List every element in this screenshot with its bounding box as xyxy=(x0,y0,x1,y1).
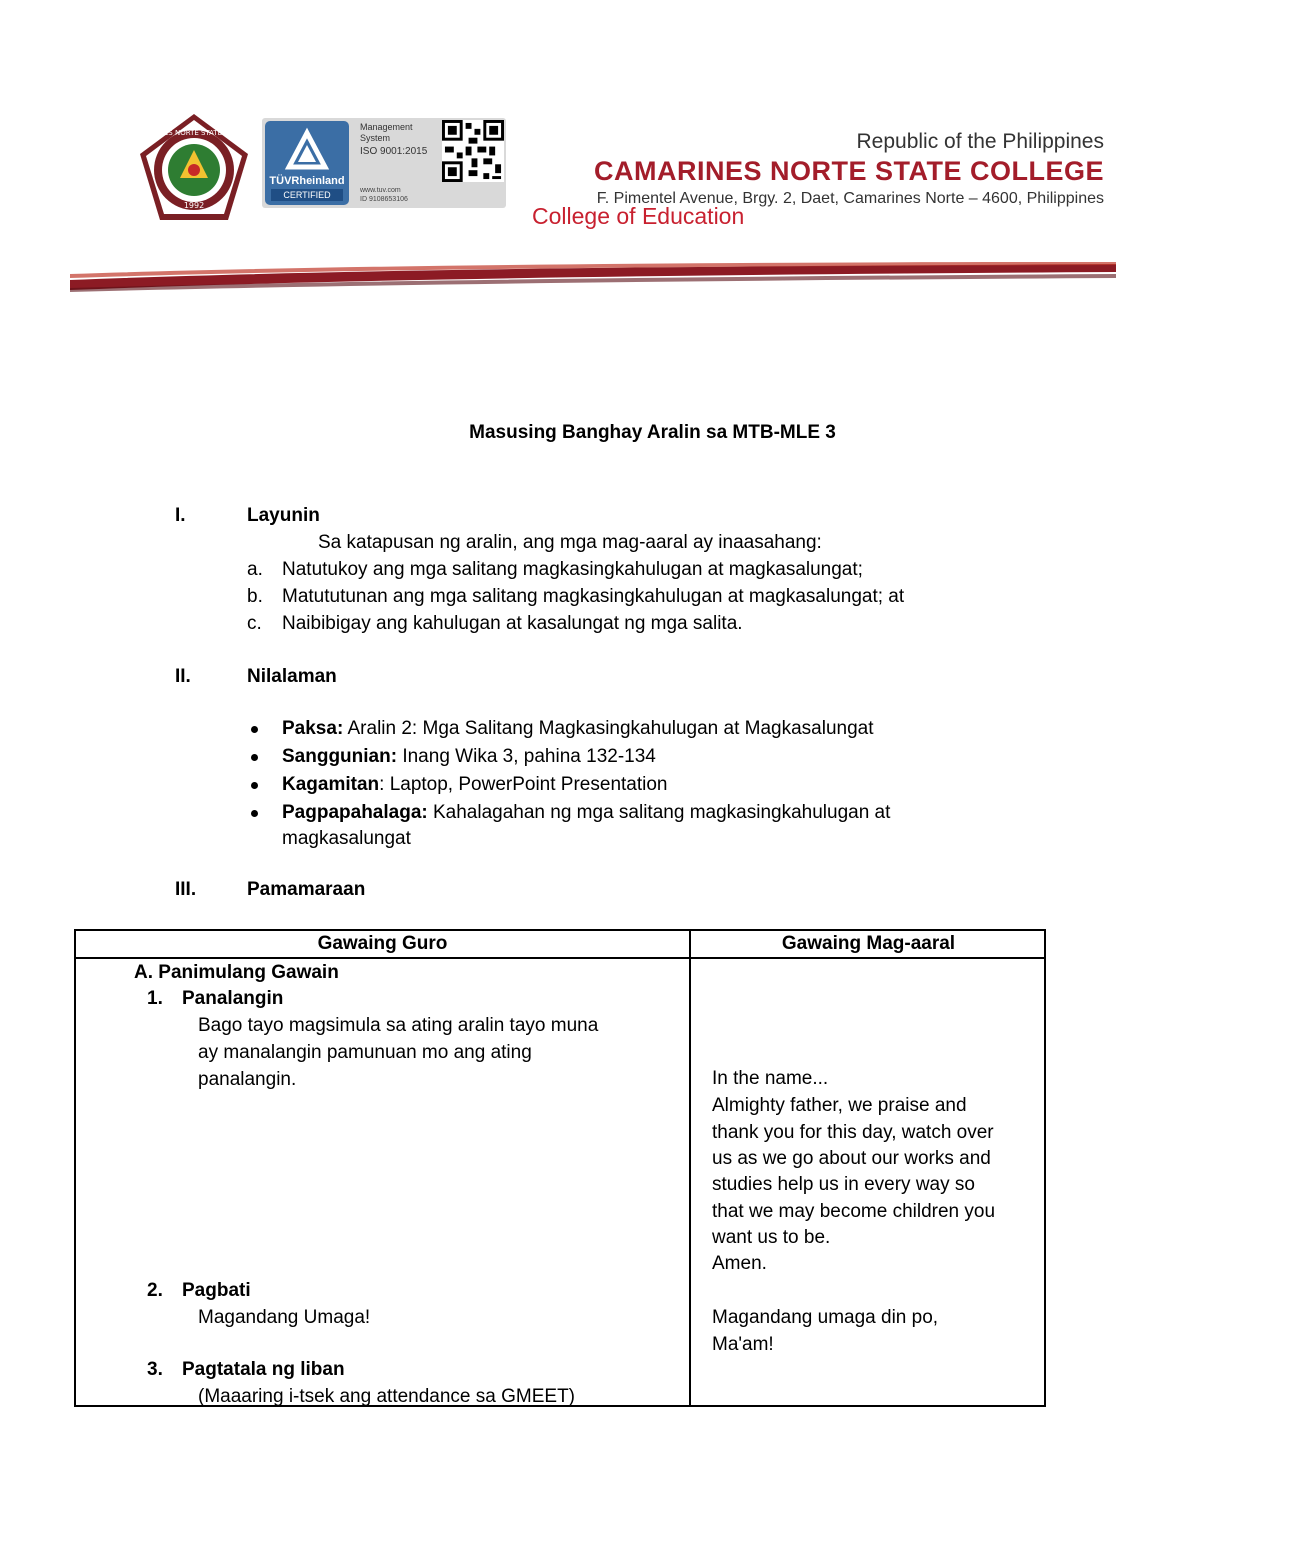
iso-standard: ISO 9001:2015 xyxy=(360,146,428,157)
tuv-id-text xyxy=(360,186,408,204)
step-number-1: 1. xyxy=(147,988,163,1009)
tuv-url: www.tuv.com xyxy=(360,187,401,194)
layunin-intro: Sa katapusan ng aralin, ang mga mag-aaral ay inaasahang: xyxy=(318,532,822,553)
document-title: Masusing Banghay Aralin sa MTB-MLE 3 xyxy=(469,422,836,443)
qr-code-icon xyxy=(442,120,504,182)
section-heading-layunin: Layunin xyxy=(247,505,320,526)
item-text: : Laptop, PowerPoint Presentation xyxy=(379,774,668,795)
step-title-pagbati: Pagbati xyxy=(182,1280,251,1301)
department-name: College of Education xyxy=(532,203,745,229)
student-response-line: want us to be. xyxy=(712,1227,831,1248)
management-system-text xyxy=(360,122,427,157)
content-item-pagpapahalaga xyxy=(282,800,890,826)
step-number-3: 3. xyxy=(147,1359,163,1380)
college-address: F. Pimentel Avenue, Brgy. 2, Daet, Camarines Norte – 4600, Philippines xyxy=(596,190,1104,207)
table-column-divider xyxy=(689,931,691,1405)
seal-year: 1992 xyxy=(183,201,205,210)
tuv-id: ID 9108653106 xyxy=(360,196,408,203)
item-label: Sanggunian: xyxy=(282,746,398,767)
student-greeting-line: Magandang umaga din po, xyxy=(712,1307,939,1328)
student-response-line: thank you for this day, watch over xyxy=(712,1122,994,1143)
objective-c: Naibibigay ang kahulugan at kasalungat ng mga salita. xyxy=(282,613,743,634)
step-line: panalangin. xyxy=(198,1069,297,1090)
section-number-3: III. xyxy=(175,879,197,900)
objective-b: Matututunan ang mga salitang magkasingkahulugan at magkasalungat; at xyxy=(282,586,905,607)
table-header-divider xyxy=(76,957,1044,959)
section-heading-nilalaman: Nilalaman xyxy=(247,666,337,687)
mgmt-line1: Management xyxy=(360,122,413,132)
step-line: Bago tayo magsimula sa ating aralin tayo muna xyxy=(198,1015,599,1036)
content-item-kagamitan xyxy=(282,772,668,798)
section-a-heading: A. Panimulang Gawain xyxy=(134,962,339,983)
step-title-pagtatala: Pagtatala ng liban xyxy=(182,1359,345,1380)
triangle-icon xyxy=(287,131,327,171)
student-response-line: Amen. xyxy=(712,1253,767,1274)
student-response-line: Almighty father, we praise and xyxy=(712,1095,967,1116)
tuv-certified-label: CERTIFIED xyxy=(271,189,343,201)
republic-text: Republic of the Philippines xyxy=(856,130,1104,153)
item-label: Paksa: xyxy=(282,718,344,739)
student-response-line: studies help us in every way so xyxy=(712,1174,975,1195)
item-text: Kahalagahan ng mga salitang magkasingkahulugan at xyxy=(427,802,891,823)
content-item-pagpapahalaga-cont: magkasalungat xyxy=(282,828,411,849)
seal-text: CAMARINES NORTE STATE COLLEGE xyxy=(131,129,257,137)
table-header-student: Gawaing Mag-aaral xyxy=(781,933,956,954)
bullet-icon xyxy=(251,754,258,761)
step-line: ay manalangin pamunuan mo ang ating xyxy=(198,1042,532,1063)
header-divider-swoosh xyxy=(70,262,1116,292)
bullet-icon xyxy=(251,726,258,733)
student-response-line: In the name... xyxy=(712,1068,829,1089)
content-item-sanggunian xyxy=(282,744,656,770)
objective-letter-b: b. xyxy=(247,586,263,607)
section-number-2: II. xyxy=(175,666,191,687)
tuv-name: TÜVRheinland xyxy=(269,175,345,187)
iso-certification-badge xyxy=(262,118,506,208)
college-seal xyxy=(131,112,257,224)
item-text: Aralin 2: Mga Salitang Magkasingkahulugan at Magkasalungat xyxy=(343,718,874,739)
item-text: Inang Wika 3, pahina 132-134 xyxy=(397,746,656,767)
objective-a: Natutukoy ang mga salitang magkasingkahulugan at magkasalungat; xyxy=(282,559,863,580)
step-line: (Maaaring i-tsek ang attendance sa GMEET) xyxy=(198,1386,576,1407)
step-title-panalangin: Panalangin xyxy=(182,988,284,1009)
section-heading-pamamaraan: Pamamaraan xyxy=(247,879,366,900)
objective-letter-a: a. xyxy=(247,559,263,580)
bullet-icon xyxy=(251,782,258,789)
objective-letter-c: c. xyxy=(247,613,262,634)
section-number-1: I. xyxy=(175,505,186,526)
student-response-line: that we may become children you xyxy=(712,1201,996,1222)
step-line: Magandang Umaga! xyxy=(198,1307,371,1328)
content-item-paksa xyxy=(282,716,874,742)
student-greeting-line: Ma'am! xyxy=(712,1334,774,1355)
bullet-icon xyxy=(251,810,258,817)
student-response-line: us as we go about our works and xyxy=(712,1148,991,1169)
college-name: CAMARINES NORTE STATE COLLEGE xyxy=(593,156,1104,186)
tuv-logo xyxy=(265,121,349,205)
item-label: Kagamitan xyxy=(282,774,380,795)
item-label: Pagpapahalaga: xyxy=(282,802,428,823)
mgmt-line2: System xyxy=(360,133,391,143)
table-header-teacher: Gawaing Guro xyxy=(317,933,448,954)
step-number-2: 2. xyxy=(147,1280,163,1301)
